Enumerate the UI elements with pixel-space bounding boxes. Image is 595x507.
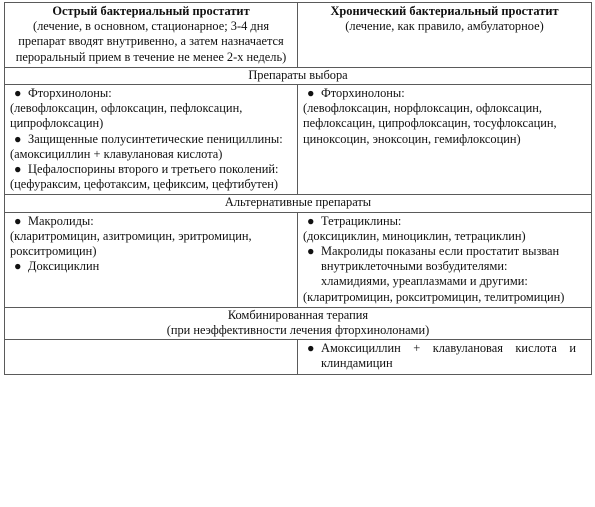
drug-group-name: Цефалоспорины второго и третьего поколений: (28, 162, 279, 177)
combined-title-line1: Комбинированная терапия (227, 307, 369, 322)
combined-title-line2: (при неэффективности лечения фторхинолонами) (166, 323, 430, 338)
acute-title: Острый бактериальный простатит (52, 4, 250, 18)
alternative-chronic-cell (298, 212, 592, 307)
list-item (10, 214, 292, 260)
bullet-icon: ● (14, 213, 22, 228)
bullet-icon: ● (307, 86, 315, 101)
drug-group-name: Макролиды показаны если простатит вызван внутриклеточными возбудителями: хламидиями, уреаплазмами и другими: (321, 244, 560, 289)
section-combined-title (5, 307, 592, 339)
header-acute (5, 3, 298, 68)
list-item (10, 259, 292, 274)
drug-list: (кларитромицин, азитромицин, эритромицин, рокситромицин) (10, 228, 252, 259)
list-item (10, 132, 292, 162)
list-item (303, 86, 586, 147)
bullet-icon: ● (14, 131, 22, 146)
alternative-acute-cell (5, 212, 298, 307)
header-chronic (298, 3, 592, 68)
list-item (10, 162, 292, 192)
bullet-icon: ● (14, 259, 22, 274)
bullet-icon: ● (307, 213, 315, 228)
combined-chronic-cell (298, 340, 592, 374)
bullet-icon: ● (307, 341, 315, 356)
drug-list: (левофлоксацин, офлоксацин, пефлоксацин, ципрофлоксацин) (10, 101, 243, 131)
drug-list: (доксициклин, миноциклин, тетрациклин) (303, 228, 526, 243)
bullet-icon: ● (14, 86, 22, 101)
drug-group-name: Фторхинолоны: (321, 86, 405, 101)
section-row-choice (5, 67, 592, 84)
drug-group-name: Фторхинолоны: (28, 86, 112, 101)
list-item (303, 214, 586, 244)
choice-chronic-cell (298, 85, 592, 195)
choice-acute-cell (5, 85, 298, 195)
drug-list: (левофлоксацин, норфлоксацин, офлоксацин, пефлоксацин, ципрофлоксацин, тосуфлоксацин, циноксоцин, эноксоцин, гемифлоксоцин) (303, 101, 557, 146)
drug-group-name: Защищенные полусинтетические пенициллины: (28, 131, 283, 146)
drug-group-name: Тетрациклины: (321, 213, 402, 228)
choice-row (5, 85, 592, 195)
section-alternative-title: Альтернативные препараты (5, 195, 592, 212)
drug-group-name: Макролиды: (28, 213, 94, 228)
header-row (5, 3, 592, 68)
drug-list: (кларитромицин, рокситромицин, телитромицин) (303, 289, 565, 304)
combined-acute-cell (5, 340, 298, 374)
chronic-note: (лечение, как правило, амбулаторное) (345, 19, 544, 34)
list-item (303, 244, 586, 305)
drug-list: (амоксициллин + клавулановая кислота) (10, 146, 223, 161)
drug-list: (цефураксим, цефотаксим, цефиксим, цефтибутен) (10, 177, 279, 192)
alternative-row (5, 212, 592, 307)
bullet-icon: ● (307, 244, 315, 259)
list-item (10, 86, 292, 132)
acute-note: (лечение, в основном, стационарное; 3-4 дня препарат вводят внутривенно, а затем назначается пероральный прием в течение не менее 2-х недель) (15, 19, 287, 64)
combined-row (5, 340, 592, 374)
antibiotic-therapy-table (4, 2, 592, 375)
section-row-combined (5, 307, 592, 339)
section-choice-title: Препараты выбора (5, 67, 592, 84)
drug-group-name: Амоксициллин + клавулановая кислота и клиндамицин (321, 341, 576, 371)
drug-group-name: Доксициклин (28, 259, 100, 274)
section-row-alternative (5, 195, 592, 212)
chronic-title: Хронический бактериальный простатит (330, 4, 559, 18)
bullet-icon: ● (14, 162, 22, 177)
